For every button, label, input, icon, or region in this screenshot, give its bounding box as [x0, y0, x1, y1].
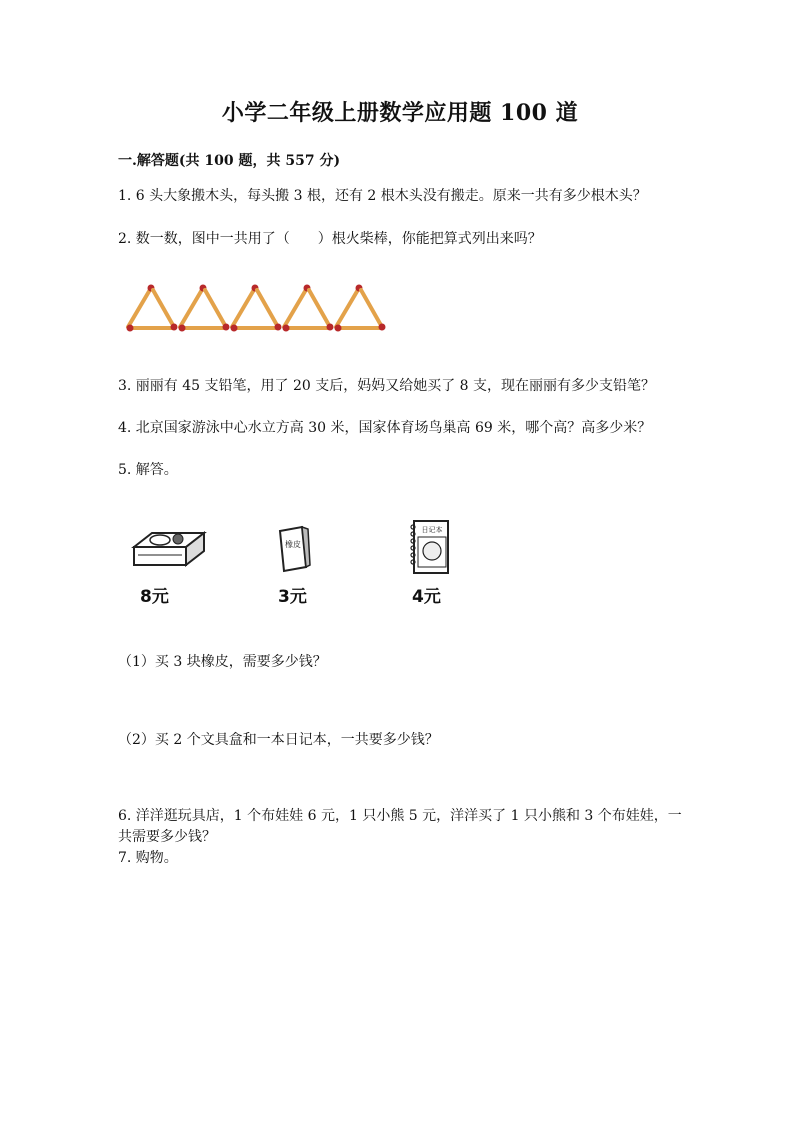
- match-head: [223, 324, 230, 331]
- pencil-box-icon: [130, 525, 208, 573]
- match-head: [171, 324, 178, 331]
- eraser-label: 橡皮: [285, 540, 301, 549]
- pencil-box-price: 8元: [140, 587, 169, 607]
- question-5-sub-2: （2）买 2 个文具盒和一本日记本，一共要多少钱？: [118, 732, 439, 748]
- matchstick: [180, 288, 203, 327]
- page-title: 小学二年级上册数学应用题 100 道: [221, 100, 579, 126]
- matchstick: [232, 288, 255, 327]
- notebook-label: 日记本: [421, 526, 443, 534]
- matchstick: [205, 290, 226, 327]
- match-head: [283, 325, 290, 332]
- match-head: [379, 324, 386, 331]
- matchstick: [128, 288, 151, 327]
- match-head: [127, 325, 134, 332]
- eraser-price: 3元: [278, 587, 307, 607]
- matchstick: [284, 288, 307, 327]
- match-head: [179, 325, 186, 332]
- notebook-icon: [408, 519, 452, 575]
- matchstick: [309, 290, 330, 327]
- notebook-price: 4元: [412, 587, 441, 607]
- question-3: 3. 丽丽有 45 支铅笔，用了 20 支后，妈妈又给她买了 8 支，现在丽丽有多少支铅笔？: [118, 378, 656, 394]
- question-1: 1. 6 头大象搬木头，每头搬 3 根，还有 2 根木头没有搬走。原来一共有多少根木头？: [118, 188, 647, 204]
- match-head: [327, 324, 334, 331]
- question-2: 2. 数一数，图中一共用了（ ）根火柴棒，你能把算式列出来吗？: [118, 231, 542, 247]
- match-head: [275, 324, 282, 331]
- section-heading: 一.解答题(共 100 题，共 557 分): [118, 153, 341, 169]
- question-6: 6. 洋洋逛玩具店，1 个布娃娃 6 元，1 只小熊 5 元，洋洋买了 1 只小熊和 3 个布娃娃，一共需要多少钱？: [118, 808, 682, 845]
- matchstick-triangles-figure: [120, 282, 395, 334]
- matchstick: [257, 290, 278, 327]
- question-4: 4. 北京国家游泳中心水立方高 30 米，国家体育场鸟巢高 69 米，哪个高？高多少米？: [118, 420, 652, 436]
- matchstick: [336, 288, 359, 327]
- question-7: 7. 购物。: [118, 850, 178, 866]
- question-5: 5. 解答。: [118, 462, 178, 478]
- matchstick: [153, 290, 174, 327]
- match-head: [335, 325, 342, 332]
- stationery-figure: [120, 515, 480, 615]
- eraser-icon: [276, 523, 312, 573]
- match-head: [231, 325, 238, 332]
- question-5-sub-1: （1）买 3 块橡皮，需要多少钱？: [118, 654, 327, 670]
- matchstick: [361, 290, 382, 327]
